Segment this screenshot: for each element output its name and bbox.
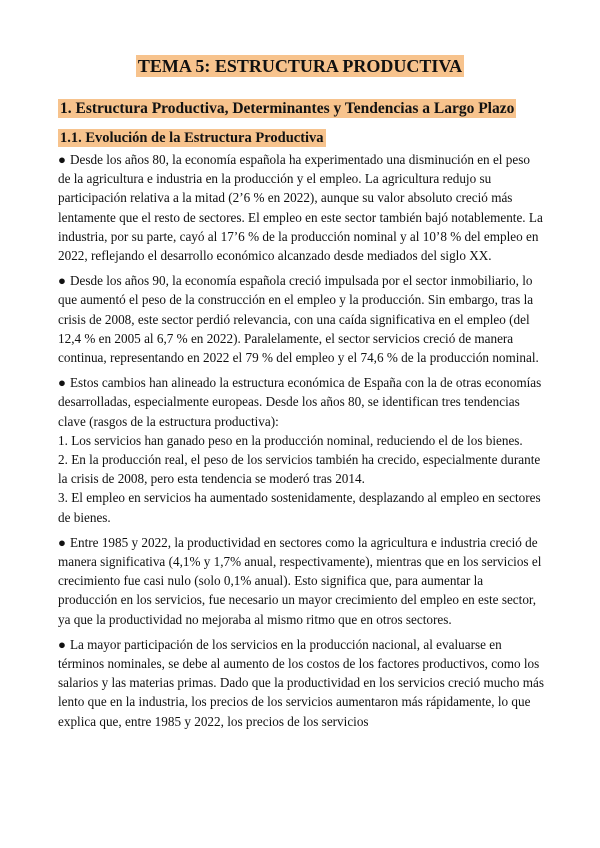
paragraph-text: La mayor participación de los servicios en la producción nacional, al evaluarse en términos nominales, se debe al aumento de los costos de los factores productivos, como los salarios y las materias primas. Dado que la productividad en los servicios creció mucho más lento que en la industria, los precios de los servicios aumentaron más rápidamente, lo que explica que, entre 1985 y 2022, los precios de los servicios xyxy=(58,636,544,729)
bullet-icon: ● xyxy=(58,273,66,289)
document-title xyxy=(0,56,600,77)
bullet-icon: ● xyxy=(58,152,66,167)
paragraph xyxy=(58,271,544,367)
section-heading xyxy=(58,100,516,118)
document-body xyxy=(58,150,544,737)
paragraph-text: Entre 1985 y 2022, la productividad en sectores como la agricultura e industria creció de manera significativa (4,1% y 1,7% anual, respectivamente), mientras que en los servicios el crecimiento fue casi nulo (solo 0,1% anual). Esto significa que, para aumentar la producción en los servicios, fue necesario un mayor crecimiento del empleo en este sector, ya que la productividad no mejoraba al mismo ritmo que en otros sectores. xyxy=(58,534,542,627)
subsection-heading xyxy=(58,129,326,147)
bullet-icon: ● xyxy=(58,375,66,391)
bullet-icon: ● xyxy=(58,636,66,652)
paragraph-text: Desde los años 80, la economía española ha experimentado una disminución en el peso de la agricultura e industria en la producción y el empleo. La agricultura redujo su participación relativa a la mitad (2’6 % en 2022), aunque su valor absoluto creció más lentamente que el resto de sectores. El empleo en este sector también bajó notablemente. La industria, por su parte, cayó al 17’6 % de la producción nominal y al 10’8 % del empleo en 2022, reflejando el desarrollo económico alcanzado desde mediados del siglo XX. xyxy=(58,152,543,264)
numbered-item: 3. El empleo en servicios ha aumentado sostenidamente, desplazando al empleo en sectores de bienes. xyxy=(58,490,541,525)
paragraph xyxy=(58,150,544,265)
subsection-heading-text: 1.1. Evolución de la Estructura Productiva xyxy=(60,130,324,146)
document-title-text: TEMA 5: ESTRUCTURA PRODUCTIVA xyxy=(137,56,463,76)
paragraph xyxy=(58,635,544,731)
paragraph-text: Desde los años 90, la economía española creció impulsada por el sector inmobiliario, lo que aumentó el peso de la construcción en el empleo y la producción. Sin embargo, tras la crisis de 2008, este sector perdió relevancia, con una caída significativa en el empleo (del 12,4 % en 2005 al 6,7 % en 2022). Paralelamente, el sector servicios creció de manera continua, representando en 2022 el 79 % del empleo y el 74,6 % de la producción nominal. xyxy=(58,273,539,366)
numbered-item: 1. Los servicios han ganado peso en la producción nominal, reduciendo el de los bienes. xyxy=(58,432,523,448)
numbered-item: 2. En la producción real, el peso de los servicios también ha crecido, especialmente durante la crisis de 2008, pero esta tendencia se moderó tras 2014. xyxy=(58,452,541,487)
paragraph-text: Estos cambios han alineado la estructura económica de España con la de otras economías desarrolladas, especialmente europeas. Desde los años 80, se identifican tres tendencias clave (rasgos de la estructura productiva): xyxy=(58,375,542,429)
section-heading-text: 1. Estructura Productiva, Determinantes y Tendencias a Largo Plazo xyxy=(60,100,515,117)
paragraph xyxy=(58,373,544,431)
paragraph xyxy=(58,533,544,629)
bullet-icon: ● xyxy=(58,534,66,550)
